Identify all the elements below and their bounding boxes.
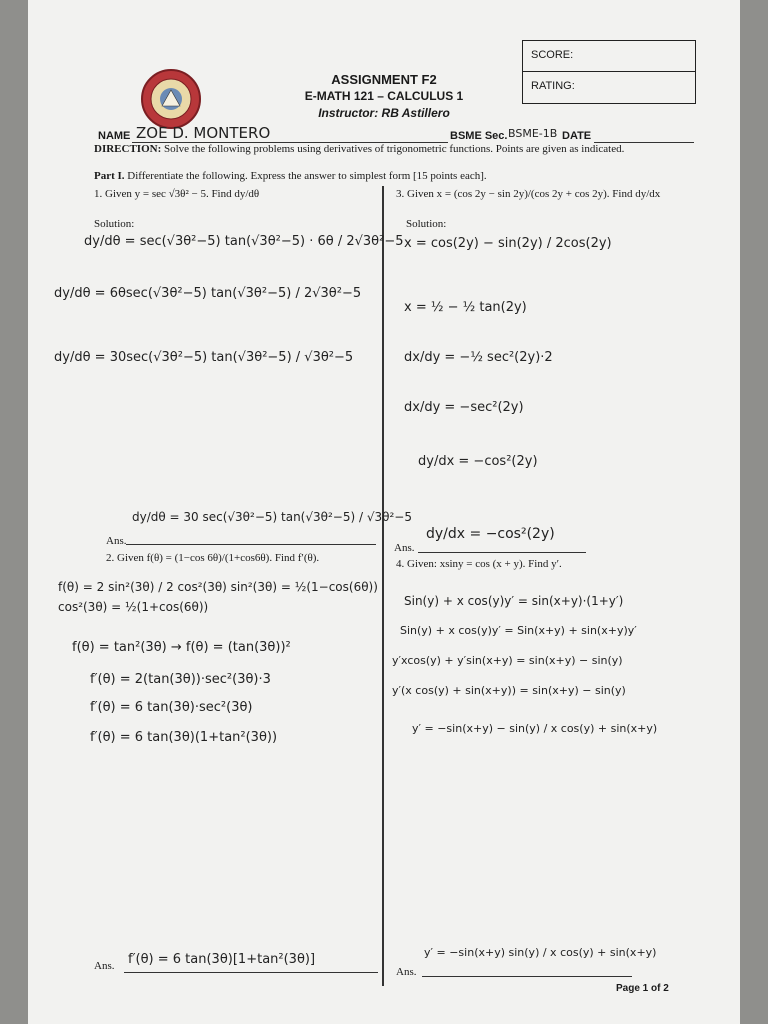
problem-2-line-1: f(θ) = 2 sin²(3θ) / 2 cos²(3θ) sin²(3θ) = ½(1−cos(6θ)) bbox=[58, 580, 378, 594]
problem-2-line-3: f(θ) = tan²(3θ) → f(θ) = (tan(3θ))² bbox=[72, 640, 291, 655]
problem-4-ans-label: Ans. bbox=[396, 966, 417, 978]
problem-2-ans-label: Ans. bbox=[94, 960, 115, 972]
problem-2-line-5: f′(θ) = 6 tan(3θ)·sec²(3θ) bbox=[90, 700, 253, 715]
problem-4-line-2: Sin(y) + x cos(y)y′ = Sin(x+y) + sin(x+y)y′ bbox=[400, 624, 637, 637]
problem-4-line-4: y′(x cos(y) + sin(x+y)) = sin(x+y) − sin(y) bbox=[392, 684, 626, 697]
problem-3-ans-label: Ans. bbox=[394, 542, 415, 554]
problem-1-answer: dy/dθ = 30 sec(√3θ²−5) tan(√3θ²−5) / √3θ²−5 bbox=[132, 510, 412, 524]
problem-2-line-2: cos²(3θ) = ½(1+cos(6θ)) bbox=[58, 600, 209, 614]
score-label: SCORE: bbox=[523, 41, 695, 72]
course-title: E-MATH 121 – CALCULUS 1 bbox=[304, 89, 464, 103]
section-value: BSME-1B bbox=[508, 127, 558, 140]
problem-3-line-4: dx/dy = −sec²(2y) bbox=[404, 400, 524, 415]
assignment-sheet bbox=[28, 0, 740, 1024]
rating-label: RATING: bbox=[531, 80, 575, 92]
score-box bbox=[522, 40, 696, 104]
problem-3-line-1: x = cos(2y) − sin(2y) / 2cos(2y) bbox=[404, 236, 612, 251]
problem-4-prompt: 4. Given: xsiny = cos (x + y). Find y′. bbox=[396, 558, 562, 570]
problem-2-line-4: f′(θ) = 2(tan(3θ))·sec²(3θ)·3 bbox=[90, 672, 271, 687]
problem-1-line-2: dy/dθ = 6θsec(√3θ²−5) tan(√3θ²−5) / 2√3θ²−5 bbox=[54, 286, 362, 301]
problem-4-answer: y′ = −sin(x+y) sin(y) / x cos(y) + sin(x+y) bbox=[424, 946, 657, 959]
problem-3-line-5: dy/dx = −cos²(2y) bbox=[418, 454, 538, 469]
problem-4-line-1: Sin(y) + x cos(y)y′ = sin(x+y)·(1+y′) bbox=[404, 594, 624, 608]
problem-3-answer: dy/dx = −cos²(2y) bbox=[426, 526, 555, 542]
page-number: Page 1 of 2 bbox=[616, 983, 669, 994]
problem-1-ans-label: Ans. bbox=[106, 535, 127, 547]
problem-2-line-6: f′(θ) = 6 tan(3θ)(1+tan²(3θ)) bbox=[90, 730, 278, 745]
problem-1-prompt: 1. Given y = sec √3θ² − 5. Find dy/dθ bbox=[94, 188, 260, 200]
direction: DIRECTION: Solve the following problems using derivatives of trigonometric functions. Points are given as indicated. bbox=[94, 143, 625, 155]
section-label: BSME Sec. bbox=[450, 130, 508, 142]
problem-1-solution-label: Solution: bbox=[94, 218, 135, 230]
problem-3-solution-label: Solution: bbox=[406, 218, 447, 230]
problem-1-line-1: dy/dθ = sec(√3θ²−5) tan(√3θ²−5) · 6θ / 2√3θ²−5 bbox=[84, 234, 404, 249]
problem-2-answer: f′(θ) = 6 tan(3θ)[1+tan²(3θ)] bbox=[128, 952, 316, 967]
problem-1-line-3: dy/dθ = 30sec(√3θ²−5) tan(√3θ²−5) / √3θ²−5 bbox=[54, 350, 354, 365]
name-value: ZOE D. MONTERO bbox=[136, 124, 271, 142]
column-divider bbox=[382, 186, 384, 986]
problem-2-prompt: 2. Given f(θ) = (1−cos 6θ)/(1+cos6θ). Find f′(θ). bbox=[106, 552, 320, 564]
name-label: NAME bbox=[98, 130, 131, 142]
assignment-title: ASSIGNMENT F2 bbox=[331, 72, 437, 87]
part-instructions: Part I. Differentiate the following. Express the answer to simplest form [15 points each]. bbox=[94, 170, 487, 182]
problem-4-line-5: y′ = −sin(x+y) − sin(y) / x cos(y) + sin(x+y) bbox=[412, 722, 658, 735]
problem-3-prompt: 3. Given x = (cos 2y − sin 2y)/(cos 2y + cos 2y). Find dy/dx bbox=[396, 188, 661, 200]
problem-4-line-3: y′xcos(y) + y′sin(x+y) = sin(x+y) − sin(y) bbox=[392, 654, 623, 667]
university-seal-icon bbox=[140, 68, 202, 130]
date-label: DATE bbox=[562, 130, 592, 142]
problem-3-line-2: x = ½ − ½ tan(2y) bbox=[404, 300, 527, 315]
problem-3-line-3: dx/dy = −½ sec²(2y)·2 bbox=[404, 350, 553, 365]
instructor: Instructor: RB Astillero bbox=[318, 106, 450, 120]
